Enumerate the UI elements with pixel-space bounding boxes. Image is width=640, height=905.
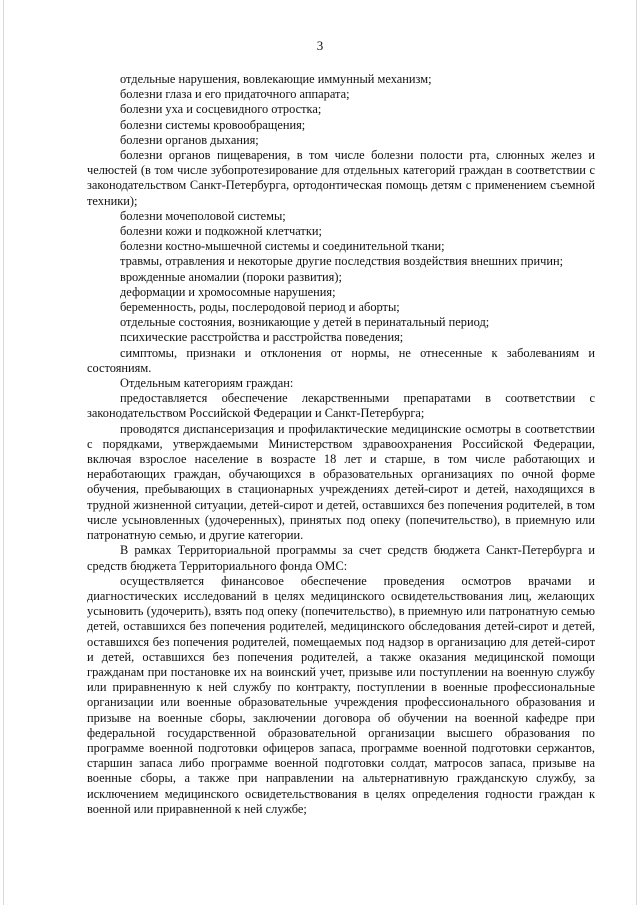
paragraph-mental-disorders: психические расстройства и расстройства поведения; bbox=[120, 330, 404, 345]
paragraph-chromosomal-disorders: деформации и хромосомные нарушения; bbox=[120, 284, 336, 299]
scan-edge-right bbox=[636, 0, 637, 905]
paragraph-immune-disorders: отдельные нарушения, вовлекающие иммунный механизм; bbox=[120, 72, 432, 86]
paragraph-respiratory-diseases: болезни органов дыхания; bbox=[120, 132, 259, 147]
paragraph-medical-examinations: осуществляется финансовое обеспечение проведения осмотров врачами и диагностических исследований в целях медицинского освидетельствования лиц, желающих усыновить (удочерить), взять под опеку (попечительство), в приемную или патронатную семью детей, оставшихся без попечения родителей, медицинского обследования детей-сирот и детей, оставшихся без попечения родителей, помещаемых под надзор в организацию для детей-сирот и детей, оставшихся без попечения родителей, а также оказания медицинской помощи гражданам при постановке их на воинский учет, призыве или поступлении на военную службу или приравненную к ней службу по контракту, поступлении в военные профессиональные организации или военные образовательные учреждения профессионального образования и призыве на военные сборы, заключении договора об обучении на военной кафедре при федеральной государственной образовательной организации высшего образования по программе военной подготовки офицеров запаса, программе военной подготовки сержантов, старшин запаса либо программе военной подготовки солдат, матросов запаса, призыве на военные сборы, а также при направлении на альтернативную гражданскую службу, за исключением медицинского освидетельствования в целях определения годности граждан к военной или приравненной к ней службе; bbox=[87, 573, 595, 816]
document-body bbox=[87, 72, 595, 817]
paragraph-pregnancy: беременность, роды, послеродовой период и аборты; bbox=[120, 300, 400, 315]
paragraph-digestive-diseases: болезни органов пищеварения, в том числе болезни полости рта, слюнных желез и челюстей (в том числе зубопротезирование для отдельных категорий граждан в соответствии с законодательством Санкт-Петербурга, ортодонтическая помощь детям с применением съемной техники); bbox=[87, 148, 595, 208]
page-number: 3 bbox=[316, 38, 324, 53]
paragraph-skin-diseases: болезни кожи и подкожной клетчатки; bbox=[120, 224, 322, 239]
paragraph-urogenital-diseases: болезни мочеполовой системы; bbox=[120, 208, 286, 223]
paragraph-categories-heading: Отдельным категориям граждан: bbox=[120, 376, 294, 391]
paragraph-injuries-poisoning: травмы, отравления и некоторые другие последствия воздействия внешних причин; bbox=[120, 254, 564, 269]
paragraph-symptoms: симптомы, признаки и отклонения от нормы, не отнесенные к заболеваниям и состояниям. bbox=[87, 345, 595, 375]
paragraph-eye-diseases: болезни глаза и его придаточного аппарата; bbox=[120, 87, 350, 102]
paragraph-musculoskeletal-diseases: болезни костно-мышечной системы и соединительной ткани; bbox=[120, 239, 445, 254]
paragraph-dispensary-checkups: проводятся диспансеризация и профилактические медицинские осмотры в соответствии с порядками, утверждаемыми Министерством здравоохранения Российской Федерации, включая взрослое население в возрасте 18 лет и старше, в том числе работающих и неработающих граждан, обучающихся в образовательных организациях по очной форме обучения, пребывающих в стационарных учреждениях детей-сирот и детей, находящихся в трудной жизненной ситуации, детей-сирот и детей, оставшихся без попечения родителей, в том числе усыновленных (удочеренных), принятых под опеку (попечительство), в приемную или патронатную семью, и другие категории. bbox=[87, 421, 595, 543]
paragraph-medication-provision: предоставляется обеспечение лекарственными препаратами в соответствии с законодательством Российской Федерации и Санкт-Петербурга; bbox=[87, 391, 595, 421]
paragraph-ear-diseases: болезни уха и сосцевидного отростка; bbox=[120, 102, 322, 117]
paragraph-perinatal-conditions: отдельные состояния, возникающие у детей в перинатальный период; bbox=[120, 315, 490, 330]
paragraph-congenital-anomalies: врожденные аномалии (пороки развития); bbox=[120, 269, 342, 284]
paragraph-program-funding: В рамках Территориальной программы за счет средств бюджета Санкт-Петербурга и средств бюджета Территориального фонда ОМС: bbox=[87, 543, 595, 573]
paragraph-circulatory-diseases: болезни системы кровообращения; bbox=[120, 117, 306, 132]
scan-edge-left bbox=[3, 0, 4, 905]
